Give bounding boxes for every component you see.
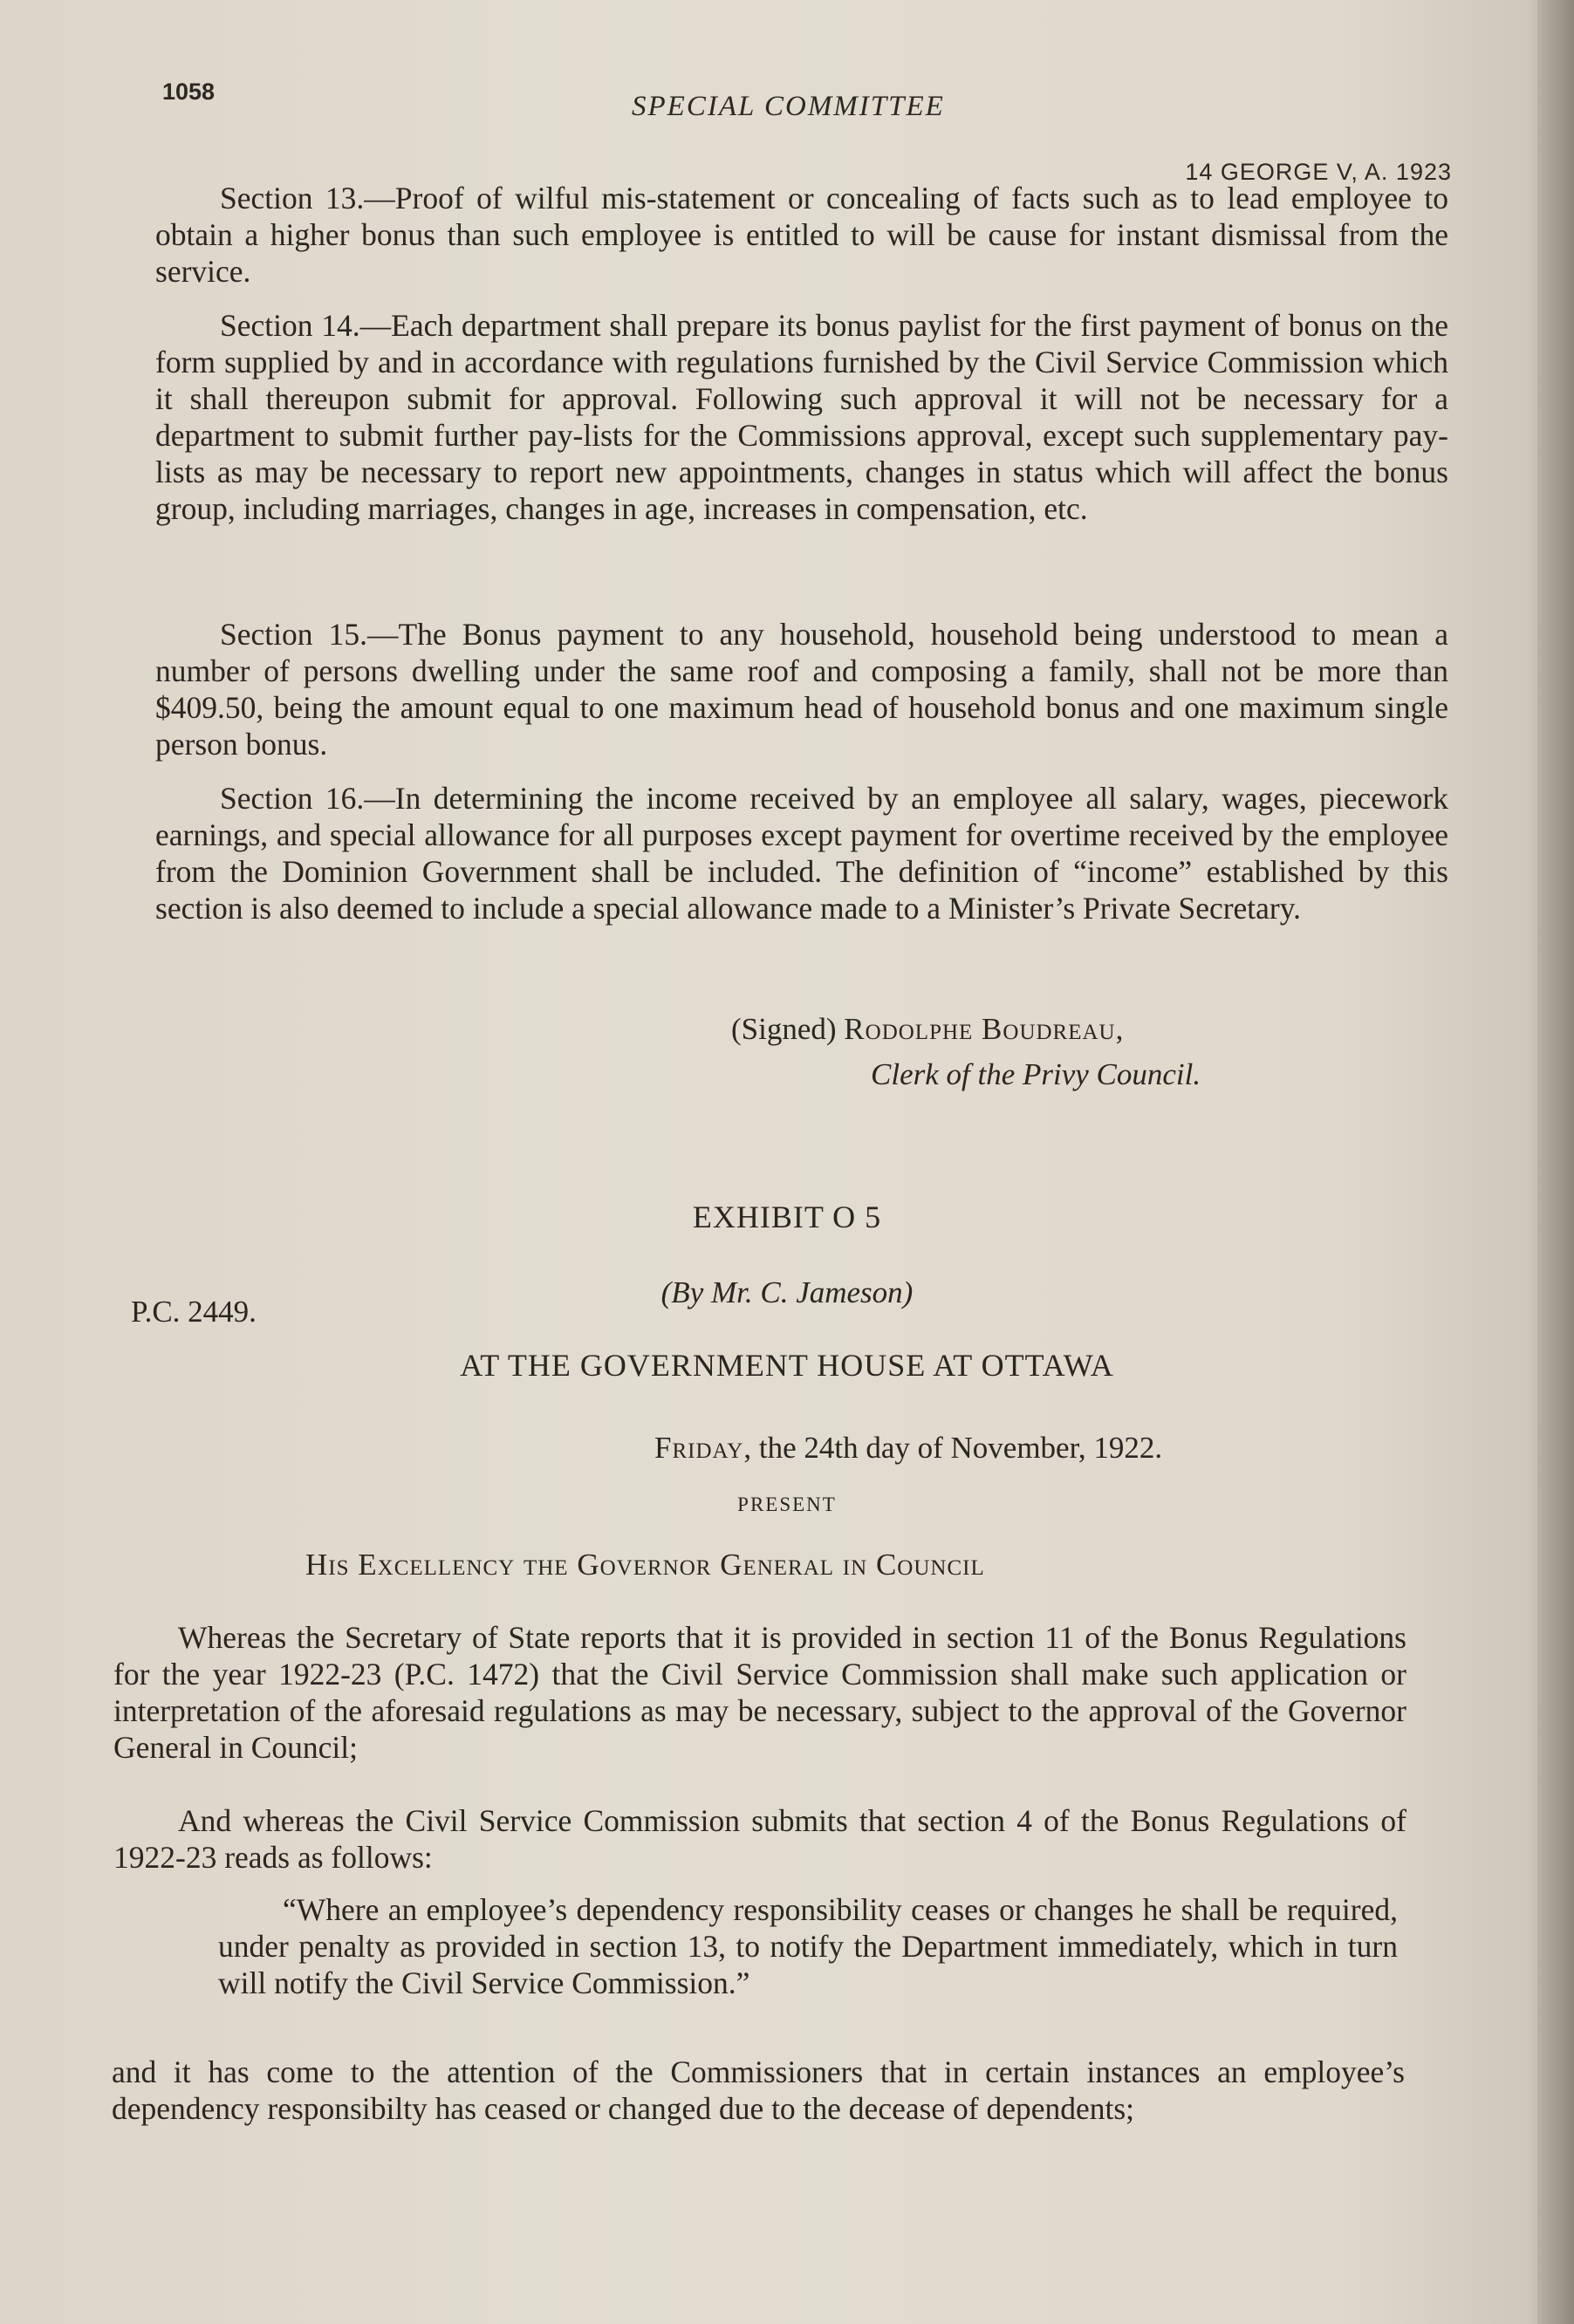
excellency-heading: His Excellency the Governor General in Council [305,1548,985,1582]
order-date [654,1431,1162,1466]
order-date-rest: , the 24th day of November, 1922. [743,1431,1163,1465]
session-label: 14 GEORGE V, A. 1923 [1185,159,1452,185]
page-number: 1058 [162,79,216,105]
section-13-paragraph: Section 13.—Proof of wilful mis-statement or concealing of facts such as to lead employee to obtain a higher bonus than such employee is entitled to will be cause for instant dismissal from the service. [155,181,1448,289]
exhibit-by: (By Mr. C. Jameson) [660,1275,914,1309]
pc-number: P.C. 2449. [131,1295,257,1329]
closing-paragraph: and it has come to the attention of the Commissioners that in certain instances an employee’s dependency responsibilty has ceased or changed due to the decease of dependents; [112,2054,1405,2126]
signature-line [731,1012,1124,1047]
whereas-paragraph: Whereas the Secretary of State reports that it is provided in section 11 of the Bonus Regulations for the year 1922-23 (P.C. 1472) that the Civil Service Commission shall make such application or interpretation of the aforesaid regulations as may be necessary, subject to the approval of the Governor General in Council; [113,1620,1406,1765]
section-15-paragraph: Section 15.—The Bonus payment to any household, household being understood to mean a number of persons dwelling under the same roof and composing a family, shall not be more than $409.50, being the amount equal to one maximum head of household bonus and one maximum single person bonus. [155,617,1448,762]
exhibit-title: EXHIBIT O 5 [692,1200,882,1234]
government-house-heading: AT THE GOVERNMENT HOUSE AT OTTAWA [460,1348,1114,1383]
regulation-quote: “Where an employee’s dependency responsibility ceases or changes he shall be required, under penalty as provided in section 13, to notify the Department immediately, which in turn will notify the Civil Service Commission.” [218,1892,1398,2000]
signature-prefix: (Signed) [731,1012,837,1046]
section-14-paragraph: Section 14.—Each department shall prepare its bonus paylist for the first payment of bonus on the form supplied by and in accordance with regulations furnished by the Civil Service Commission which it shall thereupon submit for approval. Following such approval it will not be necessary for a department to submit further pay-lists for the Commissions approval, except such supplementary pay-lists as may be necessary to report new appointments, changes in status which will affect the bonus group, including marriages, changes in age, increases in compensation, etc. [155,308,1448,526]
running-head: SPECIAL COMMITTEE [632,91,945,122]
section-16-paragraph: Section 16.—In determining the income received by an employee all salary, wages, piecework earnings, and special allowance for all purposes except payment for overtime received by the employee from the Dominion Government shall be included. The definition of “income” established by this section is also deemed to include a special allowance made to a Minister’s Private Secretary. [155,781,1448,926]
and-whereas-paragraph: And whereas the Civil Service Commission submits that section 4 of the Bonus Regulations of 1922-23 reads as follows: [113,1803,1406,1875]
present-label: PRESENT [737,1494,837,1515]
order-date-day: Friday [654,1431,744,1465]
signature-name: Rodolphe Boudreau, [844,1012,1125,1046]
book-spine-shadow [1537,0,1574,2324]
signature-title: Clerk of the Privy Council. [871,1057,1201,1091]
